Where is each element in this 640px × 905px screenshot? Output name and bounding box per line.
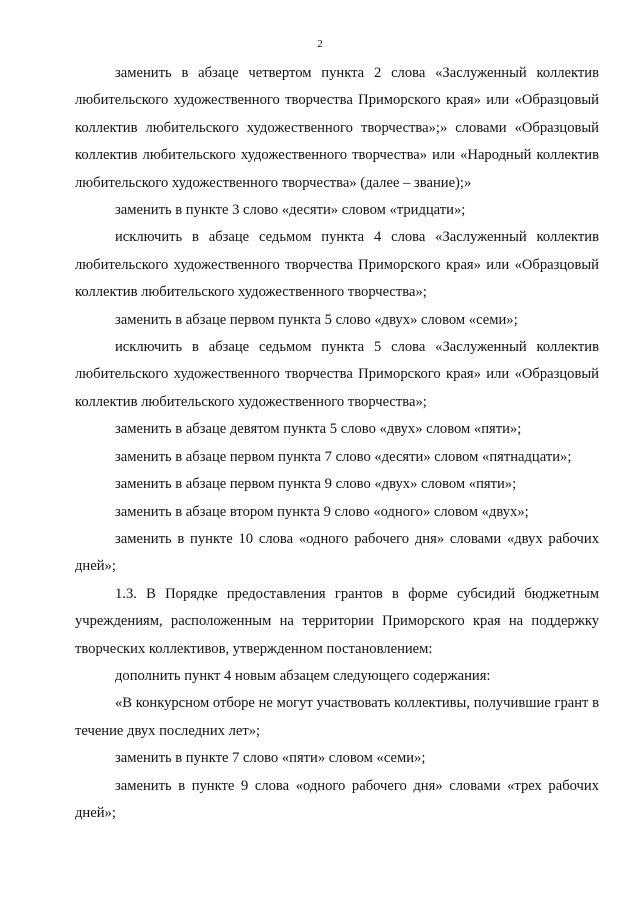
paragraph: «В конкурсном отборе не могут участвовать коллективы, получившие грант в течение двух последних лет»;	[75, 695, 599, 739]
paragraph: исключить в абзаце седьмом пункта 5 слова «Заслуженный коллектив любительского художественного творчества Приморского края» или «Образцовый коллектив любительского художественного творчества»;	[75, 339, 599, 410]
document-body	[75, 60, 599, 827]
paragraph: заменить в абзаце первом пункта 9 слово «двух» словом «пяти»;	[115, 476, 517, 493]
paragraph: дополнить пункт 4 новым абзацем следующего содержания:	[115, 667, 491, 684]
paragraph: заменить в пункте 3 слово «десяти» словом «тридцати»;	[115, 202, 466, 219]
page-number: 2	[317, 38, 323, 50]
paragraph: заменить в абзаце девятом пункта 5 слово «двух» словом «пяти»;	[115, 421, 522, 438]
paragraph: заменить в абзаце втором пункта 9 слово «одного» словом «двух»;	[115, 503, 529, 520]
paragraph: заменить в пункте 7 слово «пяти» словом «семи»;	[115, 750, 426, 767]
paragraph: заменить в абзаце первом пункта 5 слово «двух» словом «семи»;	[115, 311, 518, 328]
paragraph: заменить в пункте 9 слова «одного рабочего дня» словами «трех рабочих дней»;	[75, 777, 599, 821]
paragraph: заменить в абзаце четвертом пункта 2 слова «Заслуженный коллектив любительского художественного творчества Приморского края» или «Образцовый коллектив любительского художественного творчества»;» словами «Образцовый коллектив любительского художественного творчества» или «Народный коллектив любительского художественного творчества» (далее – звание);»	[75, 65, 599, 191]
paragraph: 1.3. В Порядке предоставления грантов в форме субсидий бюджетным учреждениям, расположенным на территории Приморского края на поддержку творческих коллективов, утвержденном постановлением:	[75, 585, 599, 657]
paragraph: исключить в абзаце седьмом пункта 4 слова «Заслуженный коллектив любительского художественного творчества Приморского края» или «Образцовый коллектив любительского художественного творчества»;	[75, 229, 599, 301]
paragraph: заменить в пункте 10 слова «одного рабочего дня» словами «двух рабочих дней»;	[75, 530, 599, 575]
paragraph: заменить в абзаце первом пункта 7 слово «десяти» словом «пятнадцати»;	[115, 448, 572, 465]
